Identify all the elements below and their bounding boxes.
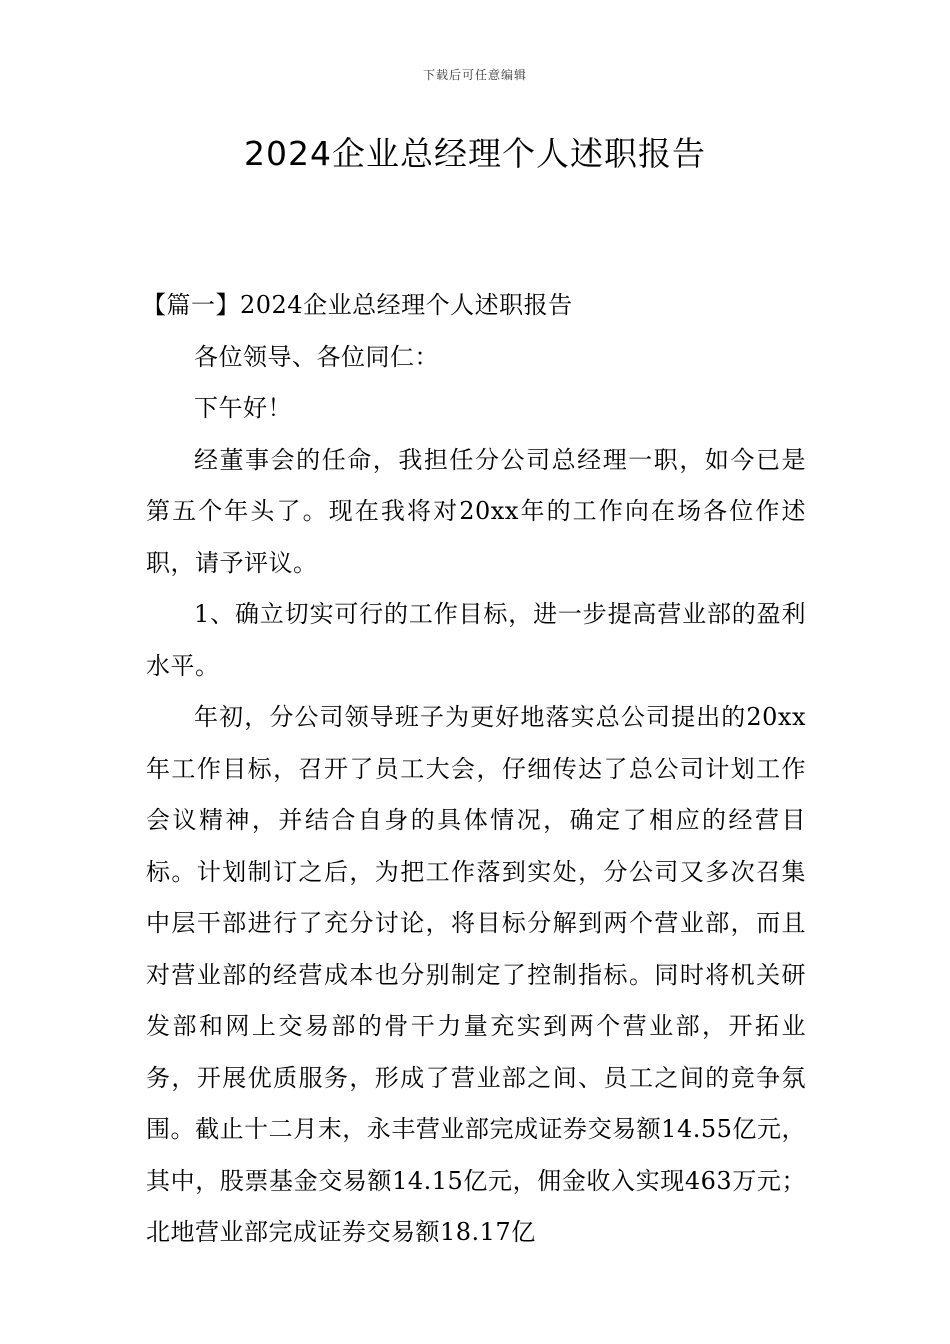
paragraph-intro: 经董事会的任命，我担任分公司总经理一职，如今已是第五个年头了。现在我将对20xx年的工作向在场各位作述职，请予评议。 bbox=[146, 445, 806, 577]
document-title: 2024企业总经理个人述职报告 bbox=[244, 134, 706, 173]
header-note: 下载后可任意编辑 bbox=[422, 68, 527, 82]
paragraph-salutation: 各位领导、各位同仁： bbox=[194, 342, 439, 371]
paragraph-detail: 年初，分公司领导班子为更好地落实总公司提出的20xx年工作目标，召开了员工大会，仔细传达了总公司计划工作会议精神，并结合自身的具体情况，确定了相应的经营目标。计划制订之后，为把工作落到实处，分公司又多次召集中层干部进行了充分讨论，将目标分解到两个营业部，而且对营业部的经营成本也分别制定了控制指标。同时将机关研发部和网上交易部的骨干力量充实到两个营业部，开拓业务，开展优质服务，形成了营业部之间、员工之间的竞争氛围。截止十二月末，永丰营业部完成证券交易额14.55亿元，其中，股票基金交易额14.15亿元，佣金收入实现463万元；北地营业部完成证券交易额18.17亿 bbox=[146, 703, 806, 1246]
paragraph-greeting: 下午好！ bbox=[194, 394, 292, 422]
document-body bbox=[142, 280, 806, 1259]
paragraph-point-1: 1、确立切实可行的工作目标，进一步提高营业部的盈利水平。 bbox=[146, 600, 806, 680]
section-heading: 【篇一】2024企业总经理个人述职报告 bbox=[142, 291, 573, 319]
